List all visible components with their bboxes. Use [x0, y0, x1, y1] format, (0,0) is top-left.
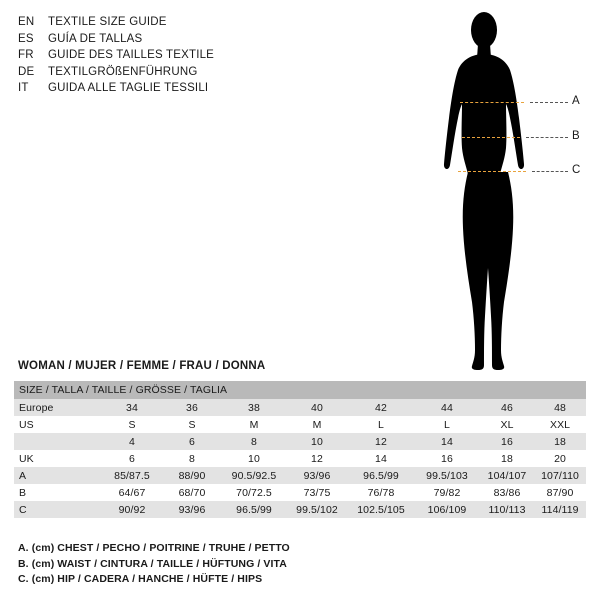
cell: 18	[534, 433, 586, 450]
size-table-wrapper	[14, 381, 586, 518]
cell: 90.5/92.5	[222, 467, 286, 484]
cell: 4	[102, 433, 162, 450]
cell: 79/82	[414, 484, 480, 501]
table-row	[14, 399, 586, 416]
language-code-es: ES	[18, 32, 34, 45]
legend-row-b: B. (cm) WAIST / CINTURA / TAILLE / HÜFTUNG / VITA	[18, 557, 287, 570]
language-text-en: TEXTILE SIZE GUIDE	[48, 16, 167, 28]
row-label-uk: UK	[14, 450, 102, 467]
table-row	[14, 484, 586, 501]
cell: 70/72.5	[222, 484, 286, 501]
cell: 6	[102, 450, 162, 467]
cell: 96.5/99	[348, 467, 414, 484]
language-row-de	[18, 64, 318, 81]
cell: 10	[222, 450, 286, 467]
cell: 8	[162, 450, 222, 467]
cell: 90/92	[102, 501, 162, 518]
row-label-europe: Europe	[14, 399, 102, 416]
cell: 16	[480, 433, 534, 450]
cell: 88/90	[162, 467, 222, 484]
cell: 73/75	[286, 484, 348, 501]
row-label-c: C	[14, 501, 102, 518]
measure-label-b: B	[572, 130, 580, 142]
language-text-es: GUÍA DE TALLAS	[48, 32, 143, 45]
measure-tail-c	[532, 171, 568, 172]
table-row	[14, 467, 586, 484]
measurement-legend	[18, 541, 290, 588]
section-title: WOMAN / MUJER / FEMME / FRAU / DONNA	[18, 360, 266, 372]
cell: 85/87.5	[102, 467, 162, 484]
language-code-fr: FR	[18, 49, 34, 61]
cell: 110/113	[480, 501, 534, 518]
language-code-de: DE	[18, 65, 35, 78]
row-label-b: B	[14, 484, 102, 501]
cell: 93/96	[286, 467, 348, 484]
cell: 34	[102, 399, 162, 416]
measure-label-a: A	[572, 95, 580, 107]
measure-line-a	[460, 102, 524, 103]
row-label-us: US	[14, 416, 102, 433]
legend-row-a: A. (cm) CHEST / PECHO / POITRINE / TRUHE / PETTO	[18, 542, 290, 554]
cell: 68/70	[162, 484, 222, 501]
cell: 76/78	[348, 484, 414, 501]
language-list	[18, 14, 318, 97]
language-row-it	[18, 80, 318, 97]
cell: XXL	[534, 416, 586, 433]
cell: 40	[286, 399, 348, 416]
cell: 42	[348, 399, 414, 416]
language-text-de: TEXTILGRÖßENFÜHRUNG	[48, 65, 198, 78]
row-label-us-numeric	[14, 433, 102, 450]
cell: 14	[414, 433, 480, 450]
measure-line-b	[462, 137, 520, 138]
cell: L	[348, 416, 414, 433]
cell: M	[222, 416, 286, 433]
cell: S	[102, 416, 162, 433]
table-header-label: SIZE / TALLA / TAILLE / GRÖSSE / TAGLIA	[14, 381, 586, 399]
table-row	[14, 416, 586, 433]
cell: 44	[414, 399, 480, 416]
cell: 10	[286, 433, 348, 450]
cell: 93/96	[162, 501, 222, 518]
cell: 99.5/103	[414, 467, 480, 484]
cell: 114/119	[534, 501, 586, 518]
cell: 20	[534, 450, 586, 467]
cell: 96.5/99	[222, 501, 286, 518]
cell: 106/109	[414, 501, 480, 518]
cell: 14	[348, 450, 414, 467]
cell: 16	[414, 450, 480, 467]
cell: 38	[222, 399, 286, 416]
cell: 64/67	[102, 484, 162, 501]
cell: 104/107	[480, 467, 534, 484]
cell: 18	[480, 450, 534, 467]
cell: 87/90	[534, 484, 586, 501]
language-row-es	[18, 31, 318, 48]
cell: 107/110	[534, 467, 586, 484]
table-header-row	[14, 381, 586, 399]
table-row	[14, 501, 586, 518]
cell: 83/86	[480, 484, 534, 501]
cell: M	[286, 416, 348, 433]
cell: L	[414, 416, 480, 433]
cell: 8	[222, 433, 286, 450]
measure-tail-b	[526, 137, 568, 138]
cell: 12	[286, 450, 348, 467]
measure-line-c	[458, 171, 526, 172]
measure-tail-a	[530, 102, 568, 103]
cell: 6	[162, 433, 222, 450]
cell: XL	[480, 416, 534, 433]
cell: 12	[348, 433, 414, 450]
cell: 36	[162, 399, 222, 416]
cell: 99.5/102	[286, 501, 348, 518]
language-code-en: EN	[18, 16, 35, 28]
legend-row-c: C. (cm) HIP / CADERA / HANCHE / HÜFTE / HIPS	[18, 573, 263, 585]
cell: 48	[534, 399, 586, 416]
cell: 102.5/105	[348, 501, 414, 518]
language-row-fr	[18, 47, 318, 64]
table-row	[14, 433, 586, 450]
language-code-it: IT	[18, 82, 29, 94]
cell: 46	[480, 399, 534, 416]
size-table	[14, 381, 586, 518]
language-text-fr: GUIDE DES TAILLES TEXTILE	[48, 49, 215, 61]
cell: S	[162, 416, 222, 433]
female-silhouette-icon	[400, 6, 590, 376]
measure-label-c: C	[572, 164, 581, 176]
language-text-it: GUIDA ALLE TAGLIE TESSILI	[48, 82, 209, 94]
language-row-en	[18, 14, 318, 31]
row-label-a: A	[14, 467, 102, 484]
table-row	[14, 450, 586, 467]
body-figure	[400, 6, 590, 376]
